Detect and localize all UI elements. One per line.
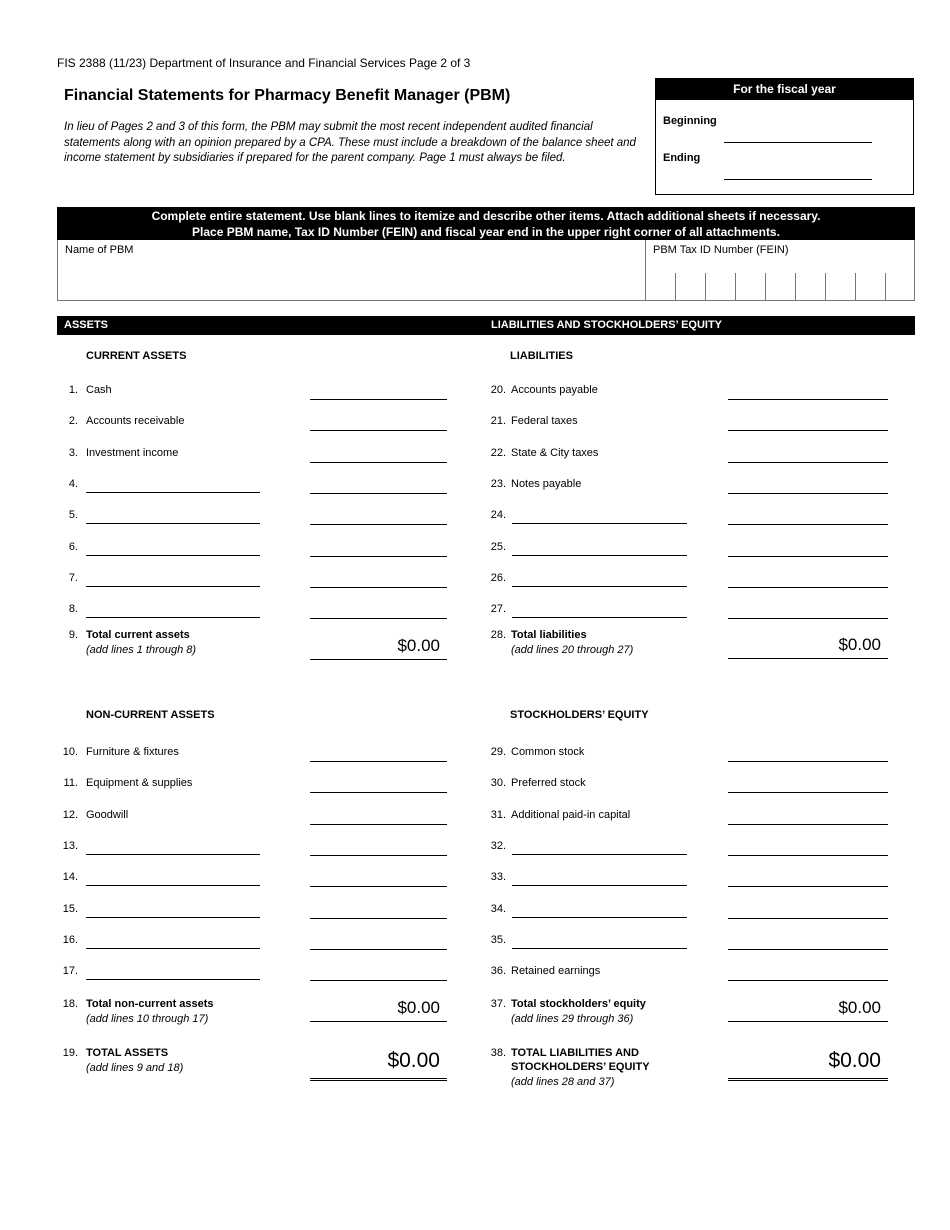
amount-field[interactable] [728,412,888,431]
fein-label: PBM Tax ID Number (FEIN) [653,244,789,256]
line-number: 16. [62,933,78,946]
ending-label: Ending [663,152,701,164]
amount-field[interactable] [728,569,888,588]
line-number: 20. [490,384,506,396]
total-assets-value: $0.00 [310,1049,447,1081]
line-number: 24. [490,509,506,522]
total-noncurrent-assets-number: 18. [62,998,78,1010]
amount-field[interactable] [728,962,888,981]
line-number: 25. [490,540,506,553]
total-liabilities-equity-label-2: STOCKHOLDERS’ EQUITY [511,1061,650,1073]
line-label: Cash [86,384,112,396]
beginning-input[interactable] [724,124,876,144]
line-number: 30. [490,777,506,790]
fiscal-year-title: For the fiscal year [656,79,913,100]
line-number: 36. [490,965,506,978]
amount-field[interactable] [310,569,447,588]
amount-field[interactable] [310,506,447,525]
line-number: 14. [62,871,78,884]
amount-field[interactable] [310,774,447,793]
amount-field[interactable] [310,962,447,981]
fein-digit-cell[interactable] [735,273,766,300]
pbm-identity-box [57,240,915,301]
noncurrent-assets-heading: NON-CURRENT ASSETS [86,709,215,721]
description-field[interactable] [86,961,260,980]
amount-field[interactable] [310,538,447,557]
line-label: Retained earnings [511,965,601,978]
amount-field[interactable] [310,475,447,494]
description-field[interactable] [86,474,260,493]
description-field[interactable] [86,599,260,618]
line-label: Additional paid-in capital [511,808,631,821]
line-number: 35. [490,933,506,946]
beginning-label: Beginning [663,115,717,127]
total-equity-note: (add lines 29 through 36) [511,1013,634,1025]
amount-field[interactable] [728,837,888,856]
amount-field[interactable] [310,900,447,919]
line-number: 6. [68,540,78,553]
description-field[interactable] [512,867,687,886]
description-field[interactable] [86,899,260,918]
description-field[interactable] [512,537,687,556]
fein-digit-cell[interactable] [675,273,706,300]
amount-field[interactable] [728,600,888,619]
total-equity-label: Total stockholders’ equity [511,998,646,1010]
form-id-line: FIS 2388 (11/23) Department of Insurance and Financial Services Page 2 of 3 [57,56,471,70]
ending-input[interactable] [724,161,876,181]
total-noncurrent-assets-label: Total non-current assets [86,998,214,1010]
description-field[interactable] [512,836,687,855]
amount-field[interactable] [728,931,888,950]
total-liabilities-equity-value: $0.00 [728,1049,888,1081]
ending-field[interactable] [724,161,872,180]
amount-field[interactable] [728,806,888,825]
line-label: Accounts receivable [86,415,185,428]
description-field[interactable] [512,599,687,618]
description-field[interactable] [86,505,260,524]
line-number: 21. [490,415,506,428]
liabilities-equity-heading: LIABILITIES AND STOCKHOLDERS’ EQUITY [482,316,915,335]
line-number: 13. [62,839,78,852]
fein-digit-cell[interactable] [795,273,826,300]
line-label: Notes payable [511,477,582,490]
line-number: 4. [68,477,78,490]
amount-field[interactable] [728,868,888,887]
description-field[interactable] [512,899,687,918]
line-label: Preferred stock [511,777,586,790]
line-label: Goodwill [86,808,129,821]
amount-field[interactable] [310,837,447,856]
total-equity-value: $0.00 [728,998,888,1022]
fein-digit-cell[interactable] [885,273,916,300]
line-label: Furniture & fixtures [86,746,179,758]
assets-heading: ASSETS [57,316,482,335]
line-number: 23. [490,477,506,490]
line-label: State & City taxes [511,446,599,459]
intro-text: In lieu of Pages 2 and 3 of this form, the PBM may submit the most recent independent audited financial statements along with an opinion prepared by a CPA. These must include a breakdown of the balance sheet and income statement by subsidiaries if prepared for the parent company. Page 1 must always be filed. [64,121,636,164]
fein-digit-cell[interactable] [645,273,676,300]
line-number: 12. [62,808,78,821]
pbm-name-label: Name of PBM [65,244,134,256]
line-number: 1. [68,384,78,396]
page-title: Financial Statements for Pharmacy Benefit Manager (PBM) [64,87,511,104]
fiscal-year-box [655,78,914,195]
line-label: Equipment & supplies [86,777,193,790]
total-current-assets-note: (add lines 1 through 8) [86,644,197,656]
liabilities-subheading: LIABILITIES [510,350,573,362]
total-liabilities-label: Total liabilities [511,629,587,641]
description-field[interactable] [86,568,260,587]
instruction-bar [57,207,915,240]
amount-field[interactable] [310,381,447,400]
line-label: Federal taxes [511,415,578,428]
total-assets-note: (add lines 9 and 18) [86,1062,184,1074]
description-field[interactable] [86,930,260,949]
amount-field[interactable] [728,444,888,463]
total-assets-number: 19. [62,1047,78,1059]
amount-field[interactable] [728,506,888,525]
total-assets-label: TOTAL ASSETS [86,1047,169,1059]
line-number: 2. [68,415,78,428]
line-number: 17. [62,965,78,978]
total-liabilities-equity-note: (add lines 28 and 37) [511,1076,615,1088]
total-liabilities-number: 28. [490,629,506,641]
amount-field[interactable] [310,868,447,887]
beginning-field[interactable] [724,124,872,143]
amount-field[interactable] [310,806,447,825]
line-number: 11. [63,777,78,790]
line-label: Investment income [86,446,179,459]
description-field[interactable] [512,930,687,949]
amount-field[interactable] [310,600,447,619]
total-equity-number: 37. [490,998,506,1010]
line-number: 29. [490,746,506,758]
amount-field[interactable] [728,900,888,919]
total-current-assets-value: $0.00 [310,636,447,660]
line-number: 34. [490,902,506,915]
total-current-assets-number: 9. [68,629,78,641]
description-field[interactable] [86,537,260,556]
line-number: 32. [490,839,506,852]
total-liabilities-equity-number: 38. [490,1047,506,1059]
line-number: 27. [490,603,506,616]
line-number: 26. [490,571,506,584]
amount-field[interactable] [310,412,447,431]
amount-field[interactable] [310,931,447,950]
line-number: 5. [68,509,78,522]
line-number: 33. [490,871,506,884]
line-number: 7. [68,571,78,584]
line-number: 3. [68,446,78,459]
fein-digit-cell[interactable] [765,273,796,300]
fein-digit-cell[interactable] [705,273,736,300]
fein-digit-cell[interactable] [855,273,886,300]
amount-field[interactable] [310,444,447,463]
line-label: Accounts payable [511,384,598,396]
line-number: 10. [62,746,78,758]
stockholders-equity-heading: STOCKHOLDERS’ EQUITY [510,709,649,721]
amount-field[interactable] [728,538,888,557]
line-number: 8. [68,603,78,616]
total-liabilities-equity-label: TOTAL LIABILITIES AND [511,1047,639,1059]
pbm-name-input[interactable] [65,262,639,294]
description-field[interactable] [512,505,687,524]
amount-field[interactable] [310,743,447,762]
total-noncurrent-assets-value: $0.00 [310,998,447,1022]
amount-field[interactable] [728,743,888,762]
amount-field[interactable] [728,381,888,400]
description-field[interactable] [86,867,260,886]
instruction-line-1: Complete entire statement. Use blank lines to itemize and describe other items. Attach additional sheets if necessary. [151,209,821,223]
line-number: 31. [490,808,506,821]
total-current-assets-label: Total current assets [86,629,190,641]
fein-digit-cell[interactable] [825,273,856,300]
total-liabilities-note: (add lines 20 through 27) [511,644,634,656]
amount-field[interactable] [728,475,888,494]
description-field[interactable] [86,836,260,855]
total-noncurrent-assets-note: (add lines 10 through 17) [86,1013,209,1025]
line-number: 15. [62,902,78,915]
current-assets-heading: CURRENT ASSETS [86,350,187,362]
line-number: 22. [490,446,506,459]
amount-field[interactable] [728,774,888,793]
instruction-line-2: Place PBM name, Tax ID Number (FEIN) and fiscal year end in the upper right corner of all attachments. [192,225,780,239]
description-field[interactable] [512,568,687,587]
line-label: Common stock [511,746,585,758]
total-liabilities-value: $0.00 [728,635,888,659]
